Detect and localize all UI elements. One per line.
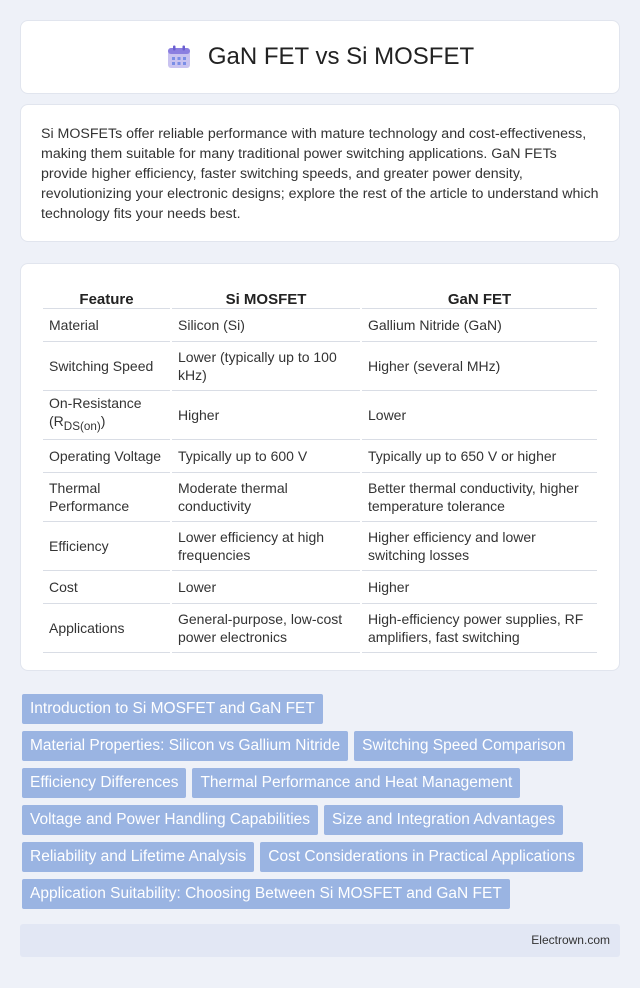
topic-tag-reliability[interactable]: Reliability and Lifetime Analysis [22,842,254,872]
si-cell: Lower (typically up to 100 kHz) [172,342,360,391]
feature-main: On-Resistance (R [49,395,142,430]
gan-cell: Higher [362,571,597,604]
si-cell: Lower [172,571,360,604]
feature-cell: Efficiency [43,522,170,571]
topic-tag-introduction[interactable]: Introduction to Si MOSFET and GaN FET [22,694,323,724]
feature-end: ) [100,413,106,430]
table-row [43,604,597,653]
gan-cell: Typically up to 650 V or higher [362,440,597,473]
topic-tag-thermal-performance[interactable]: Thermal Performance and Heat Management [192,768,520,798]
intro-card [20,104,620,242]
title-card [20,20,620,94]
footer-site-name[interactable]: Electrown.com [531,933,610,947]
comparison-table-card [20,263,620,671]
header-feature: Feature [43,284,170,309]
table-row [43,391,597,440]
footer [20,924,620,957]
topic-tag-application-suitability[interactable]: Application Suitability: Choosing Between Si MOSFET and GaN FET [22,879,510,909]
topic-tags [22,694,622,909]
feature-cell: Switching Speed [43,342,170,391]
feature-cell: Thermal Performance [43,473,170,522]
table-row [43,571,597,604]
feature-cell: Applications [43,604,170,653]
topic-tag-efficiency[interactable]: Efficiency Differences [22,768,186,798]
feature-cell: Operating Voltage [43,440,170,473]
gan-cell: Higher efficiency and lower switching losses [362,522,597,571]
gan-cell: High-efficiency power supplies, RF amplifiers, fast switching [362,604,597,653]
feature-subscript: DS(on) [63,419,101,433]
calendar-icon [166,44,192,70]
si-cell: Typically up to 600 V [172,440,360,473]
table-row [43,522,597,571]
topic-tag-cost[interactable]: Cost Considerations in Practical Applications [260,842,583,872]
feature-cell: Cost [43,571,170,604]
si-cell: Silicon (Si) [172,309,360,342]
si-cell: Moderate thermal conductivity [172,473,360,522]
table-row [43,473,597,522]
page-title: GaN FET vs Si MOSFET [207,43,475,70]
table-row [43,309,597,342]
intro-text: Si MOSFETs offer reliable performance with mature technology and cost-effectiveness, making them suitable for many traditional power switching applications. GaN FETs provide higher efficiency, faster switching speeds, and greater power density, revolutionizing your electronic designs; explore the rest of the article to understand which technology fits your needs best. [41,126,599,222]
topic-tag-size-integration[interactable]: Size and Integration Advantages [324,805,563,835]
si-cell: Lower efficiency at high frequencies [172,522,360,571]
header-gan-fet: GaN FET [362,284,597,309]
gan-cell: Gallium Nitride (GaN) [362,309,597,342]
header-si-mosfet: Si MOSFET [172,284,360,309]
topic-tag-voltage-power[interactable]: Voltage and Power Handling Capabilities [22,805,318,835]
table-row [43,440,597,473]
topic-tag-material-properties[interactable]: Material Properties: Silicon vs Gallium Nitride [22,731,348,761]
si-cell: General-purpose, low-cost power electronics [172,604,360,653]
feature-cell [43,391,170,440]
gan-cell: Higher (several MHz) [362,342,597,391]
comparison-table [41,284,599,653]
feature-cell: Material [43,309,170,342]
gan-cell: Better thermal conductivity, higher temperature tolerance [362,473,597,522]
si-cell: Higher [172,391,360,440]
topic-tag-switching-speed[interactable]: Switching Speed Comparison [354,731,573,761]
gan-cell: Lower [362,391,597,440]
table-row [43,342,597,391]
